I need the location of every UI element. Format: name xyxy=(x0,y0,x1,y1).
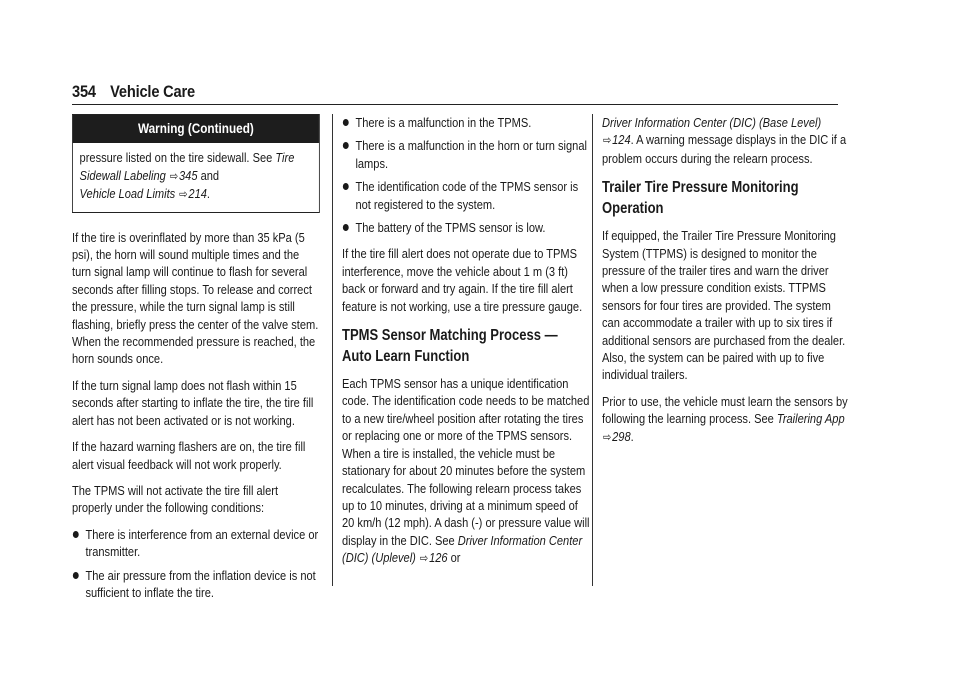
section-heading: TPMS Sensor Matching Process — Auto Learn Function xyxy=(342,327,558,366)
warning-and: and xyxy=(200,167,220,183)
paragraph: If the hazard warning flashers are on, the tire fill alert visual feedback will not work properly. xyxy=(72,439,306,472)
paragraph-text: Prior to use, the vehicle must learn the sensors by following the learning process. See xyxy=(602,393,848,427)
warning-text: pressure listed on the tire sidewall. See xyxy=(79,150,273,166)
column-divider-2 xyxy=(592,114,593,586)
page-ref-345[interactable]: 345 xyxy=(179,167,198,183)
page-ref-214[interactable]: 214 xyxy=(188,186,207,202)
column-3 xyxy=(602,114,850,455)
page-reference-arrow-icon: ⇨ xyxy=(602,429,612,444)
page-ref-124[interactable]: 124 xyxy=(612,132,631,148)
warning-box xyxy=(72,114,320,213)
warning-title: Warning (Continued) xyxy=(73,115,319,143)
list-item: There is interference from an external device or transmitter. xyxy=(72,526,320,561)
list-item: The battery of the TPMS sensor is low. xyxy=(342,219,590,236)
paragraph: If the tire fill alert does not operate due to TPMS interference, move the vehicle about 1 m (3 ft) back or forward and try again. If the tire fill alert feature is not working, use a tire pressure gauge. xyxy=(342,246,583,314)
page-number: 354 xyxy=(72,82,96,101)
link-trailering-app[interactable]: Trailering App xyxy=(776,411,845,427)
paragraph: The TPMS will not activate the tire fill alert properly under the following conditions: xyxy=(72,482,279,516)
paragraph xyxy=(602,114,850,167)
page-reference-arrow-icon: ⇨ xyxy=(419,551,429,566)
link-dic-uplevel[interactable]: Driver Information Center (DIC) (Uplevel) xyxy=(342,532,583,566)
paragraph: If equipped, the Trailer Tire Pressure Monitoring System (TTPMS) is designed to monitor the pressure of the trailer tires and warn the driver when a low pressure condition exists. TTPMS sensors for four tires are provided. The system can accommodate a trailer with up to six tires if additional sensors are purchased from the dealer. Also, the system can be paired with up to five individual trailers. xyxy=(602,228,846,383)
link-dic-base-level[interactable]: Driver Information Center (DIC) (Base Level) xyxy=(602,115,822,130)
page-header xyxy=(72,82,195,102)
paragraph: If the tire is overinflated by more than 35 kPa (5 psi), the horn will sound multiple times and the turn signal lamp will continue to flash for several seconds after filling stops. To release and correct the pressure, while the turn signal lamp is still flashing, briefly press the center of the valve stem. When the recommended pressure is reached, the horn sounds once. xyxy=(72,229,319,367)
list-item: There is a malfunction in the horn or turn signal lamps. xyxy=(342,137,590,172)
section-heading: Trailer Tire Pressure Monitoring Operation xyxy=(602,179,799,218)
warning-end: . xyxy=(206,186,211,202)
paragraph xyxy=(342,375,590,567)
page-reference-arrow-icon: ⇨ xyxy=(169,168,179,183)
page-reference-arrow-icon: ⇨ xyxy=(602,133,612,148)
warning-body xyxy=(73,143,319,211)
column-divider-1 xyxy=(332,114,333,586)
paragraph xyxy=(602,393,850,446)
list-item: The air pressure from the inflation device is not sufficient to inflate the tire. xyxy=(72,567,320,602)
column-1 xyxy=(72,114,320,610)
bullet-list xyxy=(72,526,320,602)
paragraph-text: Each TPMS sensor has a unique identification code. The identification code needs to be matched to a new tire/wheel position after rotating the tires or replacing one or more of the TPMS sensors. When a tire is installed, the vehicle must be stationary for about 20 minutes before the system recalculates. The following relearn process takes up to 10 minutes, driving at a minimum speed of 20 km/h (12 mph). A dash (-) or pressure value will display in the DIC. See xyxy=(342,376,590,548)
section-title: Vehicle Care xyxy=(110,82,196,101)
paragraph-or: or xyxy=(450,550,461,566)
paragraph-text: . A warning message displays in the DIC if a problem occurs during the relearn process. xyxy=(602,132,847,166)
page-ref-126[interactable]: 126 xyxy=(429,550,448,566)
bullet-list xyxy=(342,114,590,236)
column-2 xyxy=(342,114,590,577)
list-item: There is a malfunction in the TPMS. xyxy=(342,114,590,131)
page-reference-arrow-icon: ⇨ xyxy=(179,187,188,202)
paragraph: If the turn signal lamp does not flash within 15 seconds after starting to inflate the tire, the tire fill alert has not been activated or is not working. xyxy=(72,377,314,428)
link-vehicle-load-limits[interactable]: Vehicle Load Limits xyxy=(79,186,176,202)
page-ref-298[interactable]: 298 xyxy=(612,428,631,444)
paragraph-end: . xyxy=(630,428,634,444)
link-tire-sidewall-labeling[interactable]: Tire Sidewall Labeling xyxy=(79,150,295,183)
header-rule xyxy=(72,104,838,105)
list-item: The identification code of the TPMS sensor is not registered to the system. xyxy=(342,178,590,213)
